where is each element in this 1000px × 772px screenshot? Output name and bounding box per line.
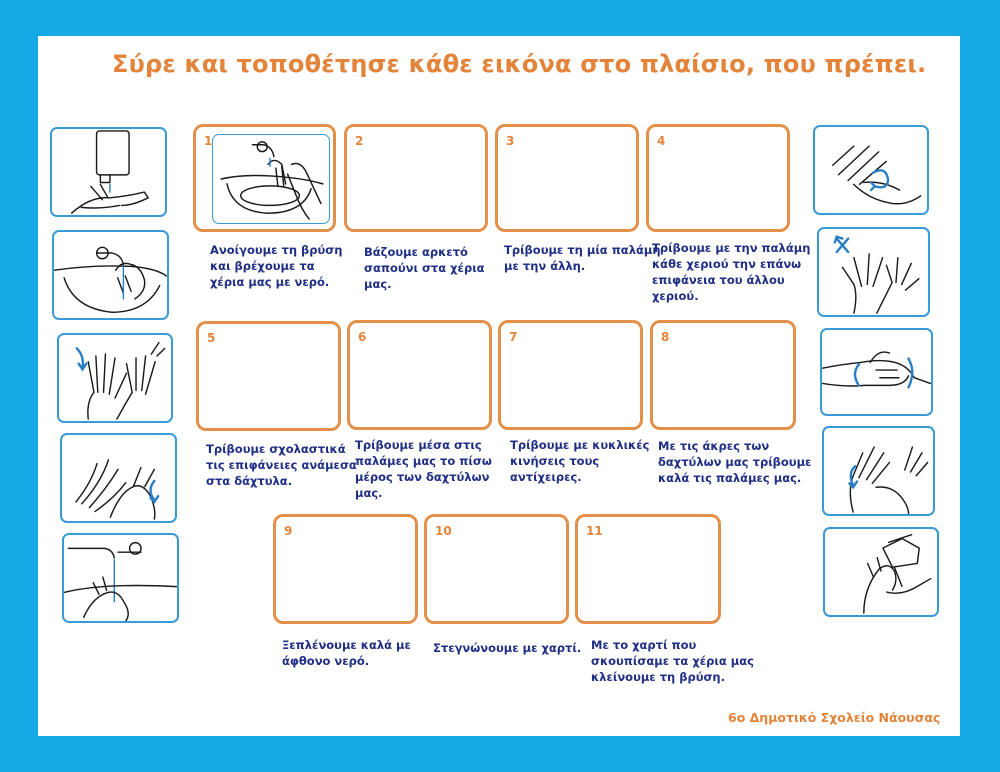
draggable-tile-interlaced-back[interactable] bbox=[817, 227, 930, 317]
drop-slot-1[interactable] bbox=[193, 124, 336, 232]
step-caption-1: Ανοίγουμε τη βρύση και βρέχουμε τα χέρια μας με νερό. bbox=[210, 243, 343, 289]
drop-slot-5[interactable] bbox=[196, 321, 341, 431]
fingers-interlaced-icon bbox=[59, 335, 171, 421]
paper-towel-tap-icon bbox=[825, 529, 937, 615]
step-caption-10: Στεγνώνουμε με χαρτί. bbox=[433, 641, 582, 655]
slot-number: 1 bbox=[204, 134, 213, 148]
faucet-rinse-icon bbox=[54, 232, 167, 318]
rinse-under-tap-icon bbox=[64, 535, 177, 621]
draggable-tile-rinse-under-tap[interactable] bbox=[62, 533, 179, 623]
drop-slot-2[interactable] bbox=[344, 124, 488, 232]
draggable-tile-fingertips-palm[interactable] bbox=[822, 426, 935, 516]
step-caption-6: Τρίβουμε μέσα στις παλάμες μας το πίσω μέρος των δαχτύλων μας. bbox=[355, 438, 492, 500]
draggable-tile-thumb-rotation[interactable] bbox=[820, 328, 933, 416]
slot-number: 8 bbox=[661, 330, 670, 344]
draggable-tile-palm-to-palm[interactable] bbox=[813, 125, 929, 215]
draggable-tile-faucet-rinse[interactable] bbox=[52, 230, 169, 320]
step-caption-8: Με τις άκρες των δαχτύλων μας τρίβουμε καλά τις παλάμες μας. bbox=[658, 439, 812, 485]
step-caption-7: Τρίβουμε με κυκλικές κινήσεις τους αντίχειρες. bbox=[510, 438, 650, 484]
drop-slot-8[interactable] bbox=[650, 320, 796, 430]
draggable-tile-soap-dispenser[interactable] bbox=[50, 127, 167, 217]
slot-number: 9 bbox=[284, 524, 293, 538]
step-caption-9: Ξεπλένουμε καλά με άφθονο νερό. bbox=[282, 638, 411, 668]
draggable-tile-paper-towel-tap[interactable] bbox=[823, 527, 939, 617]
slot-number: 4 bbox=[657, 134, 666, 148]
drop-slot-9[interactable] bbox=[273, 514, 418, 624]
slot-number: 10 bbox=[435, 524, 452, 538]
slot-number: 5 bbox=[207, 331, 216, 345]
step-caption-4: Τρίβουμε με την παλάμη κάθε χεριού την επάνω επιφάνεια του άλλου χεριού. bbox=[652, 241, 811, 303]
soap-dispenser-icon bbox=[52, 129, 165, 215]
wet-hands-basin-icon bbox=[213, 135, 329, 223]
step-caption-11: Με το χαρτί που σκουπίσαμε τα χέρια μας κλείνουμε τη βρύση. bbox=[591, 638, 754, 684]
drop-slot-6[interactable] bbox=[347, 320, 492, 430]
page-title: Σύρε και τοποθέτησε κάθε εικόνα στο πλαίσιο, που πρέπει. bbox=[112, 50, 927, 78]
school-name: 6ο Δημοτικό Σχολείο Νάουσας bbox=[728, 710, 941, 725]
step-caption-3: Τρίβουμε τη μία παλάμη με την άλλη. bbox=[504, 243, 661, 273]
drop-slot-11[interactable] bbox=[575, 514, 721, 624]
drop-slot-7[interactable] bbox=[498, 320, 643, 430]
back-of-hand-rub-icon bbox=[62, 435, 175, 521]
step-caption-2: Βάζουμε αρκετό σαπούνι στα χέρια μας. bbox=[364, 245, 485, 291]
interlaced-back-icon bbox=[819, 229, 928, 315]
drop-slot-4[interactable] bbox=[646, 124, 790, 232]
drop-slot-10[interactable] bbox=[424, 514, 569, 624]
placed-tile-wet-hands-basin[interactable] bbox=[212, 134, 330, 224]
slot-number: 3 bbox=[506, 134, 515, 148]
thumb-rotation-icon bbox=[822, 330, 931, 414]
slot-number: 11 bbox=[586, 524, 603, 538]
draggable-tile-fingers-interlaced[interactable] bbox=[57, 333, 173, 423]
slot-number: 6 bbox=[358, 330, 367, 344]
draggable-tile-back-of-hand[interactable] bbox=[60, 433, 177, 523]
step-caption-5: Τρίβουμε σχολαστικά τις επιφάνειες ανάμεσα στα δάχτυλα. bbox=[206, 442, 357, 488]
slot-number: 2 bbox=[355, 134, 364, 148]
palm-to-palm-icon bbox=[815, 127, 927, 213]
fingertips-palm-icon bbox=[824, 428, 933, 514]
slot-number: 7 bbox=[509, 330, 518, 344]
drop-slot-3[interactable] bbox=[495, 124, 639, 232]
